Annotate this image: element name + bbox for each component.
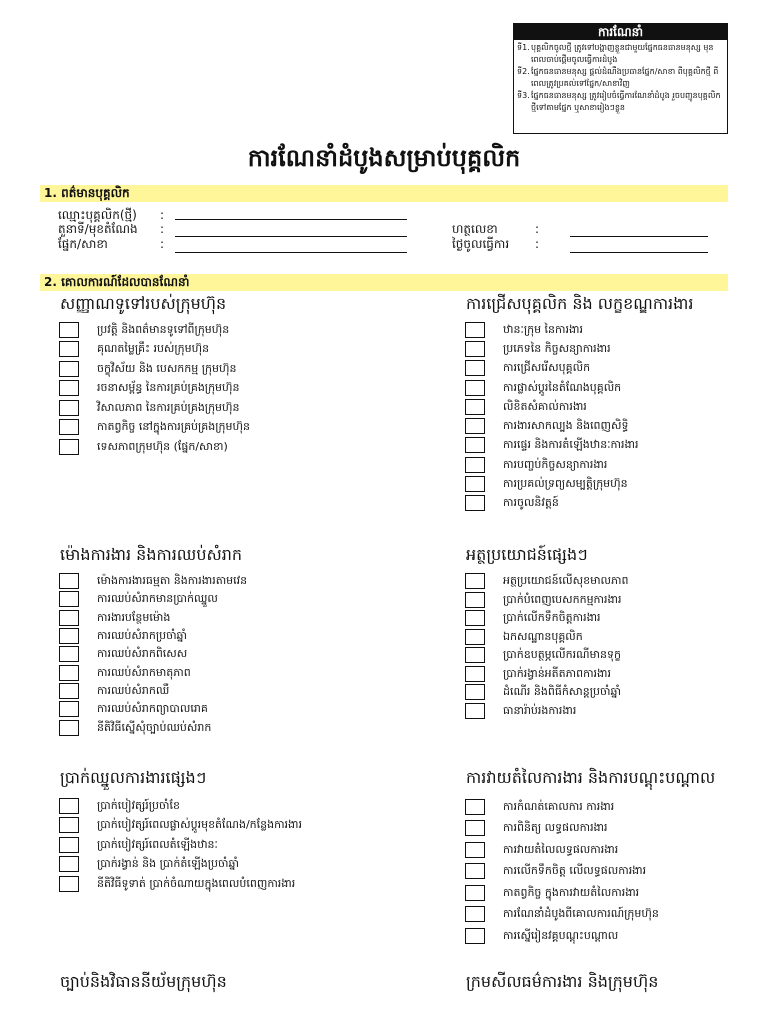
checklist-item[interactable] bbox=[465, 455, 639, 474]
group-title-company-overview: សញ្ញាណទូទៅរបស់ក្រុមហ៊ុន bbox=[60, 294, 227, 313]
checklist-item[interactable] bbox=[59, 682, 247, 700]
checklist-item-label: ម៉ោងការងារធម្មតា និងការងារតាមវេន bbox=[97, 574, 248, 588]
checklist-item[interactable] bbox=[59, 418, 250, 438]
checklist-item-label: ការណែនាំដំបូងពីគោលការណ៍ក្រុមហ៊ុន bbox=[503, 907, 659, 921]
checklist-item-label: ការឈប់សំរាកមានប្រាក់ឈ្នួល bbox=[97, 592, 218, 606]
checklist-item[interactable] bbox=[465, 436, 639, 455]
checkbox[interactable] bbox=[465, 437, 485, 453]
checkbox[interactable] bbox=[465, 703, 485, 719]
employee-name-label: ឈ្មោះបុគ្គលិក(ថ្មី) bbox=[58, 208, 137, 222]
checklist-item[interactable] bbox=[59, 572, 247, 590]
checklist-item[interactable] bbox=[59, 437, 250, 457]
checkbox[interactable] bbox=[465, 399, 485, 415]
checkbox[interactable] bbox=[59, 817, 79, 833]
checklist-item-label: ប្រាក់បៀវត្សរ៍ពេលផ្លាស់ប្តូរមុខតំណែង/កន្លែងការងារ bbox=[97, 818, 303, 832]
checkbox[interactable] bbox=[59, 628, 79, 644]
checklist-item-label: ប្រវត្តិ និងពត៌មានទូទៅពីក្រុមហ៊ុន bbox=[97, 322, 230, 336]
guide-title: ការណែនាំ bbox=[514, 24, 727, 40]
group-title-benefits: អត្ថប្រយោជន៍ផ្សេងៗ bbox=[466, 545, 588, 564]
checklist-item-label: ឯកសណ្ឋានបុគ្គលិក bbox=[503, 629, 583, 643]
checklist-item[interactable] bbox=[465, 572, 628, 591]
checkbox[interactable] bbox=[465, 573, 485, 589]
checklist-item-label: ដំណើរ និងពិធីកំសាន្តប្រចាំឆ្នាំ bbox=[503, 685, 621, 699]
checklist-recruitment bbox=[465, 320, 639, 513]
guide-item-text: ផ្នែកធនធានមនុស្ស ផ្តល់ដំណឹងប្រធានផ្នែក/សាខា ពីបុគ្គលិកថ្មី ពីពេលត្រូវប្រគល់ទៅផ្នែក/សាខាវិញ bbox=[531, 67, 719, 88]
checklist-item[interactable] bbox=[59, 340, 250, 360]
checklist-item[interactable] bbox=[465, 416, 639, 435]
checkbox[interactable] bbox=[465, 360, 485, 376]
checklist-item[interactable] bbox=[465, 904, 659, 926]
checklist-item-label: ការលើកទឹកចិត្ត លើលទ្ធផលការងារ bbox=[503, 864, 647, 878]
checkbox[interactable] bbox=[465, 495, 485, 511]
checklist-item[interactable] bbox=[465, 397, 639, 416]
checklist-item[interactable] bbox=[59, 379, 250, 399]
group-title-recruitment: ការជ្រើសបុគ្គលិក និង លក្ខខណ្ឌការងារ bbox=[466, 294, 694, 313]
guide-item bbox=[517, 90, 725, 114]
checklist-item-label: ការផ្ទេរ និងការតំឡើងឋានៈការងារ bbox=[503, 438, 639, 452]
checklist-item-label: ការឈប់សំរាកឈឺ bbox=[97, 683, 170, 697]
checkbox[interactable] bbox=[465, 476, 485, 492]
checklist-item[interactable] bbox=[59, 874, 302, 894]
checkbox[interactable] bbox=[465, 799, 485, 815]
checklist-item-label: ធានារ៉ាប់រងការងារ bbox=[503, 703, 577, 717]
checklist-item[interactable] bbox=[465, 925, 659, 947]
checklist-item-label: ការពិនិត្យ លទ្ធផលការងារ bbox=[503, 821, 608, 835]
checkbox[interactable] bbox=[59, 683, 79, 699]
checkbox[interactable] bbox=[465, 418, 485, 434]
checklist-item-label: ការកំណត់គោលការ ការងារ bbox=[503, 799, 615, 813]
checkbox[interactable] bbox=[59, 400, 79, 416]
checklist-item[interactable] bbox=[465, 339, 639, 358]
group-title-salary: ប្រាក់ឈ្នួលការងារផ្សេងៗ bbox=[60, 768, 207, 787]
checklist-company-overview bbox=[59, 320, 250, 457]
checklist-item[interactable] bbox=[465, 359, 639, 378]
position-label: តួនាទី/មុខតំណែង bbox=[58, 222, 138, 236]
checklist-item-label: វិសាលភាព នៃការគ្រប់គ្រងក្រុមហ៊ុន bbox=[97, 400, 240, 414]
checkbox[interactable] bbox=[59, 876, 79, 892]
checklist-item-label: ប្រាក់ឧបត្ថម្ភលើករណីមានទុក្ខ bbox=[503, 648, 621, 662]
checklist-item-label: ការឈប់សំរាកព្យាបាលរោគ bbox=[97, 702, 208, 716]
checklist-item-label: ការវាយតំលៃលទ្ធផលការងារ bbox=[503, 842, 619, 856]
checklist-item-label: គុណតម្លៃគ្រឹះ របស់ក្រុមហ៊ុន bbox=[97, 342, 210, 356]
checkbox[interactable] bbox=[59, 380, 79, 396]
checklist-item[interactable] bbox=[59, 320, 250, 340]
checkbox[interactable] bbox=[465, 885, 485, 901]
checklist-item-label: ប្រាក់បំពេញបេសកកម្មការងារ bbox=[503, 592, 622, 606]
checkbox[interactable] bbox=[465, 457, 485, 473]
checklist-item[interactable] bbox=[465, 628, 628, 647]
checkbox[interactable] bbox=[465, 666, 485, 682]
checkbox[interactable] bbox=[59, 720, 79, 736]
checklist-item[interactable] bbox=[465, 591, 628, 610]
checklist-item-label: ការឈប់សំរាកប្រចាំឆ្នាំ bbox=[97, 629, 188, 643]
checklist-item-label: ប្រាក់លើកទឹកចិត្តការងារ bbox=[503, 611, 601, 625]
checklist-item-label: ការជ្រើសរើសបុគ្គលិក bbox=[503, 361, 591, 375]
field-colon: : bbox=[160, 222, 165, 236]
checklist-item-label: ការស្នើរៀនវគ្គបណ្តុះបណ្តាល bbox=[503, 928, 619, 942]
checkbox[interactable] bbox=[465, 820, 485, 836]
checkbox[interactable] bbox=[465, 906, 485, 922]
checklist-item-label: កាតព្វកិច្ច នៅក្នុងការគ្រប់គ្រងក្រុមហ៊ុន bbox=[97, 420, 250, 434]
checklist-item-label: ការងារបន្ថែមម៉ោង bbox=[97, 610, 171, 624]
department-line[interactable] bbox=[175, 252, 407, 253]
guide-item bbox=[517, 66, 725, 90]
checkbox[interactable] bbox=[59, 837, 79, 853]
checkbox[interactable] bbox=[59, 610, 79, 626]
section-2-heading: 2. គោលការណ៍ដែលបានណែនាំ bbox=[40, 274, 728, 291]
checklist-item-label: ប្រាក់រង្វាន់ និង ប្រាក់តំឡើងប្រចាំឆ្នាំ bbox=[97, 857, 239, 871]
guide-item-text: ផ្នែកធនធានមនុស្ស ត្រូវរៀបចំធ្វើការណែនាំដំបូង រួចបញ្ជូនបុគ្គលិកថ្មីទៅតាមផ្នែក ឬសាខារៀងៗខ្លួន bbox=[531, 91, 721, 112]
checklist-item-label: ការប្រគល់ទ្រព្យសម្បត្តិក្រុមហ៊ុន bbox=[503, 477, 628, 491]
checklist-item-label: ប្រាក់បៀវត្សរ៍ប្រចាំខែ bbox=[97, 798, 180, 812]
checklist-item-label: ឋានៈក្រុម នៃការងារ bbox=[503, 322, 583, 336]
checklist-item[interactable] bbox=[465, 683, 628, 702]
section-1-heading: 1. ពត៌មានបុគ្គលិក bbox=[40, 185, 728, 202]
field-colon: : bbox=[535, 222, 540, 236]
checklist-item-label: អត្ថប្រយោជន៍លើសុខមាលភាព bbox=[503, 574, 629, 588]
checkbox[interactable] bbox=[59, 856, 79, 872]
checklist-item[interactable] bbox=[465, 494, 639, 513]
guide-item-number: ទី3. bbox=[517, 91, 530, 100]
start-date-label: ថ្ងៃចូលធ្វើការ bbox=[452, 237, 510, 251]
checklist-item[interactable] bbox=[465, 818, 659, 840]
checklist-item[interactable] bbox=[465, 665, 628, 684]
checklist-item[interactable] bbox=[59, 796, 302, 816]
checklist-working-hours bbox=[59, 572, 247, 737]
checkbox[interactable] bbox=[465, 610, 485, 626]
checkbox[interactable] bbox=[465, 322, 485, 338]
checklist-item[interactable] bbox=[465, 702, 628, 721]
position-line[interactable] bbox=[175, 236, 407, 237]
checklist-item[interactable] bbox=[59, 359, 250, 379]
checklist-item[interactable] bbox=[465, 320, 639, 339]
checkbox[interactable] bbox=[59, 591, 79, 607]
checklist-item[interactable] bbox=[59, 609, 247, 627]
checkbox[interactable] bbox=[59, 361, 79, 377]
checklist-item[interactable] bbox=[59, 855, 302, 875]
checkbox[interactable] bbox=[59, 322, 79, 338]
checkbox[interactable] bbox=[465, 842, 485, 858]
checklist-item[interactable] bbox=[59, 700, 247, 718]
guide-item bbox=[517, 42, 725, 66]
signature-label: ហត្ថលេខា bbox=[452, 222, 498, 236]
checklist-item-label: កាតព្វកិច្ច ក្នុងការវាយតំលៃការងារ bbox=[503, 885, 640, 899]
checklist-item[interactable] bbox=[59, 835, 302, 855]
checklist-item-label: ការឈប់សំរាកមាតុភាព bbox=[97, 665, 191, 679]
checklist-item-label: ទេសភាពក្រុមហ៊ុន (ផ្នែក/សាខា) bbox=[97, 439, 228, 453]
checklist-item-label: ការងារសាកល្បង និងពេញសិទ្ធិ bbox=[503, 419, 629, 433]
checklist-item[interactable] bbox=[59, 718, 247, 736]
checklist-item[interactable] bbox=[59, 816, 302, 836]
checklist-benefits bbox=[465, 572, 628, 720]
checkbox[interactable] bbox=[59, 419, 79, 435]
checklist-item-label: ការបញ្ចប់កិច្ចសន្យាការងារ bbox=[503, 457, 608, 471]
checkbox[interactable] bbox=[59, 798, 79, 814]
checkbox[interactable] bbox=[465, 629, 485, 645]
checklist-item-label: នីតិវិធីស្នើសុំច្បាប់ឈប់សំរាក bbox=[97, 720, 212, 734]
checkbox[interactable] bbox=[465, 341, 485, 357]
guide-item-number: ទី1. bbox=[517, 43, 530, 52]
group-title-company-rules: ច្បាប់និងវិធាននីយ័មក្រុមហ៊ុន bbox=[60, 972, 227, 991]
checklist-item[interactable] bbox=[59, 398, 250, 418]
checklist-item[interactable] bbox=[465, 839, 659, 861]
checklist-item-label: ការចូលនិវត្តន៍ bbox=[503, 496, 559, 510]
checkbox[interactable] bbox=[465, 380, 485, 396]
checklist-item[interactable] bbox=[465, 796, 659, 818]
checkbox[interactable] bbox=[465, 592, 485, 608]
checklist-item[interactable] bbox=[465, 378, 639, 397]
start-date-line[interactable] bbox=[570, 252, 708, 253]
guide-list bbox=[514, 40, 727, 114]
employee-name-line[interactable] bbox=[175, 219, 407, 220]
checklist-item-label: ចក្ខុវិស័យ និង បេសកកម្ម ក្រុមហ៊ុន bbox=[97, 361, 237, 375]
checkbox[interactable] bbox=[59, 646, 79, 662]
checklist-item-label: រចនាសម្ព័ន្ធ នៃការគ្រប់គ្រងក្រុមហ៊ុន bbox=[97, 381, 240, 395]
guide-item-text: បុគ្គលិកចូលថ្មី ត្រូវទៅបង្ហាញខ្លួនជាមួយផ្នែកធនធានមនុស្ស មុនពេលចាប់ផ្តើមចូលធ្វើការដំបូង bbox=[531, 43, 714, 64]
department-label: ផ្នែក/សាខា bbox=[58, 237, 108, 251]
checkbox[interactable] bbox=[59, 573, 79, 589]
checklist-item[interactable] bbox=[59, 663, 247, 681]
checklist-item-label: នីតិវិធីទូទាត់ ប្រាក់ចំណាយក្នុងពេលបំពេញការងារ bbox=[97, 876, 296, 890]
checklist-item-label: ប្រាក់បៀវត្សរ៍ពេលតំឡើងឋានៈ bbox=[97, 837, 218, 851]
checklist-item-label: លិខិតសំគាល់ការងារ bbox=[503, 399, 587, 413]
checkbox[interactable] bbox=[59, 439, 79, 455]
checklist-item-label: ការផ្លាស់ប្តូរនៃតំណែងបុគ្គលិក bbox=[503, 380, 622, 394]
checklist-item-label: ការឈប់សំរាកពិសេស bbox=[97, 647, 188, 661]
checkbox[interactable] bbox=[59, 341, 79, 357]
checklist-item[interactable] bbox=[465, 646, 628, 665]
checkbox[interactable] bbox=[465, 684, 485, 700]
checkbox[interactable] bbox=[59, 701, 79, 717]
checklist-salary bbox=[59, 796, 302, 894]
field-colon: : bbox=[160, 237, 165, 251]
field-colon: : bbox=[160, 208, 165, 222]
guide-item-number: ទី2. bbox=[517, 67, 530, 76]
checklist-item[interactable] bbox=[59, 645, 247, 663]
group-title-code-of-conduct: ក្រមសីលធម៌ការងារ និងក្រុមហ៊ុន bbox=[466, 972, 659, 991]
signature-line[interactable] bbox=[570, 236, 708, 237]
checklist-item-label: ប្រភេទនៃ កិច្ចសន្យាការងារ bbox=[503, 341, 611, 355]
field-colon: : bbox=[535, 237, 540, 251]
checklist-evaluation-training bbox=[465, 796, 659, 947]
document-title: ការណែនាំដំបូងសម្រាប់បុគ្គលិក bbox=[247, 144, 521, 172]
group-title-evaluation-training: ការវាយតំលៃការងារ និងការបណ្តុះបណ្តាល bbox=[466, 768, 716, 787]
checklist-item[interactable] bbox=[465, 609, 628, 628]
checkbox[interactable] bbox=[59, 665, 79, 681]
checklist-item[interactable] bbox=[465, 474, 639, 493]
checkbox[interactable] bbox=[465, 928, 485, 944]
checkbox[interactable] bbox=[465, 863, 485, 879]
group-title-working-hours: ម៉ោងការងារ និងការឈប់សំរាក bbox=[60, 545, 243, 564]
checkbox[interactable] bbox=[465, 647, 485, 663]
checklist-item[interactable] bbox=[59, 590, 247, 608]
guide-box bbox=[513, 23, 728, 134]
checklist-item[interactable] bbox=[59, 627, 247, 645]
checklist-item[interactable] bbox=[465, 882, 659, 904]
checklist-item-label: ប្រាក់រង្វាន់អតីតភាពការងារ bbox=[503, 666, 612, 680]
checklist-item[interactable] bbox=[465, 861, 659, 883]
